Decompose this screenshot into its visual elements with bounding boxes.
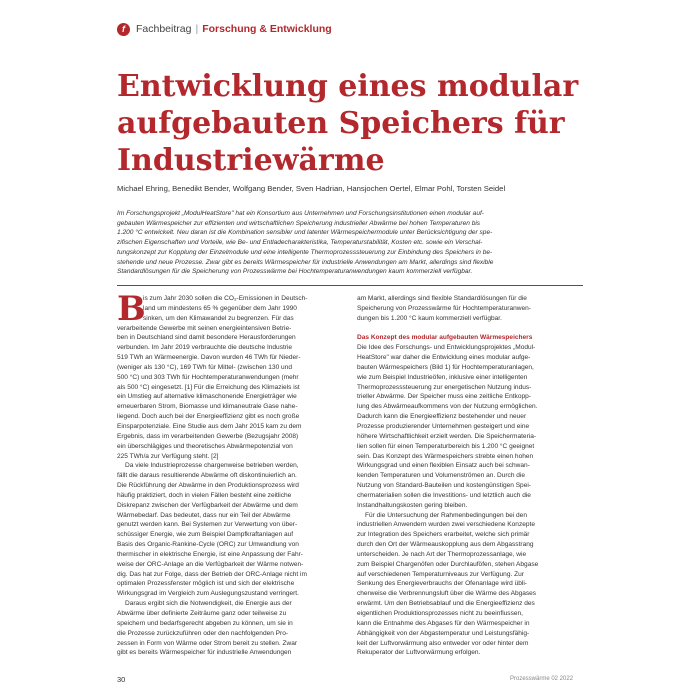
text-line: 519 TWh an Wärmeenergie. Davon wurden 46 TWh für Nieder- xyxy=(117,354,301,362)
text-line: Basis des Organic-Rankine-Cycle (ORC) zur Umwandlung von xyxy=(117,541,299,549)
title-line: aufgebauten Speichers für xyxy=(117,106,565,141)
author-list: Michael Ehring, Benedikt Bender, Wolfgang Bender, Sven Hadrian, Hansjochen Oertel, Elmar Pohl, Torsten Seidel xyxy=(117,184,506,193)
text-line: lien sollen für einen Temperaturbereich bis 1.200 °C geeignet xyxy=(357,442,535,450)
title-line: Entwicklung eines modular xyxy=(117,69,579,104)
text-line: unterscheiden. Je nach Art der Thermoprozessanlage, wie xyxy=(357,550,527,558)
text-line: am Markt, allerdings sind flexible Standardlösungen für die xyxy=(357,295,527,302)
text-line: Die Idee des Forschungs- und Entwicklungsprojektes „Modul- xyxy=(357,344,536,352)
journal-logo xyxy=(117,23,130,36)
text-line: die Prozesse zurückzuführen oder den nachfolgenden Pro- xyxy=(117,629,289,637)
text-line: kenden Temperaturen und Volumenströmen an. Durch die xyxy=(357,472,526,480)
text-line: land um mindestens 65 % gegenüber dem Jahr 1990 xyxy=(143,304,297,312)
text-line: Für die Untersuchung der Rahmenbedingungen bei den xyxy=(365,511,527,519)
text-line: verarbeitende Gewerbe mit seinen energieintensiven Betrie- xyxy=(117,324,292,332)
paragraph-storage-need xyxy=(117,599,349,658)
text-line: schüssiger Energie, wie zum Beispiel Dampfkraftanlagen auf xyxy=(117,531,294,539)
journal-issue: Prozesswärme 02 2022 xyxy=(510,676,574,682)
text-line: keit der Luftvorwärmung also entweder vor oder hinter dem xyxy=(357,639,529,647)
text-line: Wirkungsgrad und einen flexiblen Einsatz auch bei schwan- xyxy=(357,462,530,470)
spacer xyxy=(357,324,589,334)
text-line: speichern und bedarfsgerecht abgeben zu können, um sie in xyxy=(117,619,293,627)
text-line: thermischer in elektrische Energie, ist eine Anpassung der Fahr- xyxy=(117,550,303,558)
text-line: wie zum Beispiel Industrieöfen, inklusive einer intelligenten xyxy=(357,373,528,381)
abstract-line: Im Forschungsprojekt „ModulHeatStore" hat ein Konsortium aus Unternehmen und Forschungsinstitutionen einen modular auf- xyxy=(117,210,484,217)
text-line: höhere Wirtschaftlichkeit erzielt werden. Die Speichermateria- xyxy=(357,432,537,440)
text-line: trieller Abwärme. Der Speicher muss eine zeitliche Entkopp- xyxy=(357,393,531,401)
text-line: häufig praktiziert, doch in vielen Fällen besteht eine zeitliche xyxy=(117,491,292,499)
text-line: gibt es bereits Wärmespeicher für industrielle Anwendungen xyxy=(117,649,292,657)
abstract-line: tungskonzept zur Kopplung der Einzelmodule und eine intelligente Thermoprozesssteuerung zur Einbindung des Speichers in be- xyxy=(117,248,493,256)
divider-rule xyxy=(117,285,583,286)
page-header xyxy=(117,21,332,37)
abstract-line: Standardlösungen für die Speicherung von Prozesswärme bei Hochtemperaturanwendungen kaum kommerziell verfügbar. xyxy=(117,268,473,276)
header-separator: | xyxy=(195,23,199,35)
text-line: eigentlichen Produktionsprozesses nicht zu beeinflussen, xyxy=(357,610,523,617)
text-line: Da viele Industrieprozesse chargenweise betrieben werden, xyxy=(125,462,299,470)
text-line: kann die Entnahme des Abgases für den Wärmespeicher in xyxy=(357,619,530,627)
paragraph-concept xyxy=(357,343,589,510)
text-line: Nutzung von Standard-Bauteilen und kostengünstigen Spei- xyxy=(357,482,531,490)
text-line: Rekuperator der Luftvorwärmung erfolgen. xyxy=(357,649,481,657)
text-line: Wärmebedarf. Das bedeutet, dass nur ein Teil der Abwärme xyxy=(117,511,291,519)
logo-letter: f xyxy=(122,23,125,34)
section-label: Fachbeitrag xyxy=(136,23,192,35)
text-line: 500 °C) und 303 TWh für Hochtemperaturanwendungen (mehr xyxy=(117,373,299,381)
article-title xyxy=(117,68,597,179)
paragraph-integration xyxy=(357,511,589,659)
text-line: Instandhaltungskosten gering bleiben. xyxy=(357,501,468,509)
text-line: Prozesse produzierender Unternehmen gesteigert und eine xyxy=(357,422,530,430)
title-line: Industriewärme xyxy=(117,143,385,178)
text-line: Die Rückführung der Abwärme in den Produktionsprozess wird xyxy=(117,482,299,490)
text-line: durch den Ort der Wärmeauskopplung aus dem Abgasstrang xyxy=(357,541,534,549)
drop-cap: B xyxy=(117,289,146,329)
text-line: ein überschlägiges und theoretisches Abwärmepotenzial von xyxy=(117,442,293,450)
text-line: industriellen Anwendern wurden zwei verschiedene Konzepte xyxy=(357,521,535,529)
text-line: verbunden. Im Jahr 2019 verbrauchte die deutsche Industrie xyxy=(117,344,293,352)
text-line: fällt die daraus resultierende Abwärme oft diskontinuierlich an. xyxy=(117,472,297,480)
text-line: HeatStore" war daher die Entwicklung eines modular aufge- xyxy=(357,354,531,362)
text-line: 225 TWh/a zur Verfügung steht. [2] xyxy=(117,452,219,460)
text-line: Abwärme über definierte Zeiträume ganz oder teilweise zu xyxy=(117,610,287,617)
text-line: weise der ORC-Anlage an die Verfügbarkeit der Wärme notwen- xyxy=(117,560,304,568)
text-line: lung des Abwärmeaufkommens von der Nutzung ermöglichen. xyxy=(357,403,538,411)
body-column-left xyxy=(117,289,349,658)
text-line: bauten Wärmespeichers (Bild 1) für Hochtemperaturanlagen, xyxy=(357,363,534,371)
text-line: (weniger als 130 °C), 169 TWh für Mittel- (zwischen 130 und xyxy=(117,363,292,371)
paragraph-market xyxy=(357,294,589,324)
text-line: optimalen Prozessfenster möglich ist und sich der elektrische xyxy=(117,580,295,588)
text-line: chermaterialien sollen die Investitions- und letztlich auch die xyxy=(357,491,531,499)
text-line: zessen in Form von Wärme oder Strom bereit zu stellen. Zwar xyxy=(117,639,298,647)
text-line: genutzt werden kann. Bei Systemen zur Verwertung von über- xyxy=(117,521,298,529)
text-line: Senkung des Energieverbrauchs der Ofenanlage wird übli- xyxy=(357,580,527,588)
text-line: is zum Jahr 2030 sollen die CO₂-Emissionen in Deutsch- xyxy=(143,295,308,302)
abstract-line: zifischen Eigenschaften und Vorteile, wie Be- und Entladecharakteristika, Temperaturstabilität, Kosten etc. sowie ein Verschal- xyxy=(117,239,483,247)
text-line: Thermoprozesssteuerung zur energetischen Nutzung indus- xyxy=(357,383,532,391)
text-line: liegend. Doch auch bei der Energieeffizienz gibt es noch große xyxy=(117,413,300,421)
text-line: erneuerbaren Strom, Biomasse und klimaneutrale Gase nahe- xyxy=(117,403,298,411)
text-line: Ergebnis, dass im verarbeitenden Gewerbe (Bezugsjahr 2008) xyxy=(117,432,299,440)
abstract-line: 1.200 °C entwickelt. Neu daran ist die Kombination sensibler und latenter Wärmespeichermodule unter Berücksichtigung der spe- xyxy=(117,229,493,237)
text-line: Dadurch kann die Energieeffizienz bestehender und neuer xyxy=(357,413,527,421)
body-column-right xyxy=(357,294,589,658)
text-line: Einsparpotenziale. Eine Studie aus dem Jahr 2015 kam zu dem xyxy=(117,422,302,430)
text-line: zum Beispiel Chargenöfen oder Durchlauföfen, stehen Abgase xyxy=(357,560,539,568)
text-line: zur Integration des Speichers erarbeitet, welche sich primär xyxy=(357,531,530,539)
text-line: Wirkungsgrad im Vergleich zum Auslegungszustand verringert. xyxy=(117,590,299,598)
abstract-line: stehende und neue Prozesse. Zwar gibt es bereits Wärmespeicher für industrielle Anwendungen am Markt, allerdings sind flexible xyxy=(117,258,494,266)
text-line: dig. Das hat zur Folge, dass der Betrieb der ORC-Anlage nicht im xyxy=(117,570,307,578)
text-line: erwärmt. Um den Betriebsablauf und die Energieeffizienz des xyxy=(357,600,535,608)
text-line: sein. Das Konzept des Wärmespeichers strebte einen hohen xyxy=(357,452,534,460)
text-line: ben in Deutschland sind damit besondere Herausforderungen xyxy=(117,334,296,342)
section-heading: Das Konzept des modular aufgebauten Wärmespeichers xyxy=(357,334,533,342)
text-line: auf verschiedenen Temperaturniveaus zur Verfügung. Zur xyxy=(357,570,524,578)
text-line: Daraus ergibt sich die Notwendigkeit, die Energie aus der xyxy=(125,600,292,608)
paragraph-intro xyxy=(117,324,349,462)
text-line: Abhängigkeit von der Abgastemperatur und Leistungsfähig- xyxy=(357,629,530,637)
text-line: sinken, um den Klimawandel zu begrenzen. Für das xyxy=(143,314,294,322)
text-line: ein Umstieg auf alternative klimaschonende Energieträger wie xyxy=(117,393,297,401)
text-line: dungen bis 1.200 °C kaum kommerziell verfügbar. xyxy=(357,314,502,322)
section-topic: Forschung & Entwicklung xyxy=(202,23,332,35)
text-line: als 500 °C) eingesetzt. [1] Für die Erreichung des Klimaziels ist xyxy=(117,383,300,391)
abstract xyxy=(117,209,583,277)
abstract-line: gebauten Wärmespeicher zur effizienten und wirtschaftlichen Speicherung industrieller Abwärme bei hohen Temperaturen bis xyxy=(117,219,481,227)
page-number: 30 xyxy=(117,675,126,684)
paragraph-chargen xyxy=(117,461,349,599)
text-line: Speicherung von Prozesswärme für Hochtemperaturanwen- xyxy=(357,304,531,312)
text-line: Diskrepanz zwischen der Verfügbarkeit der Abwärme und dem xyxy=(117,501,298,509)
text-line: cherweise die Verbrennungsluft über die Wärme des Abgases xyxy=(357,590,537,598)
